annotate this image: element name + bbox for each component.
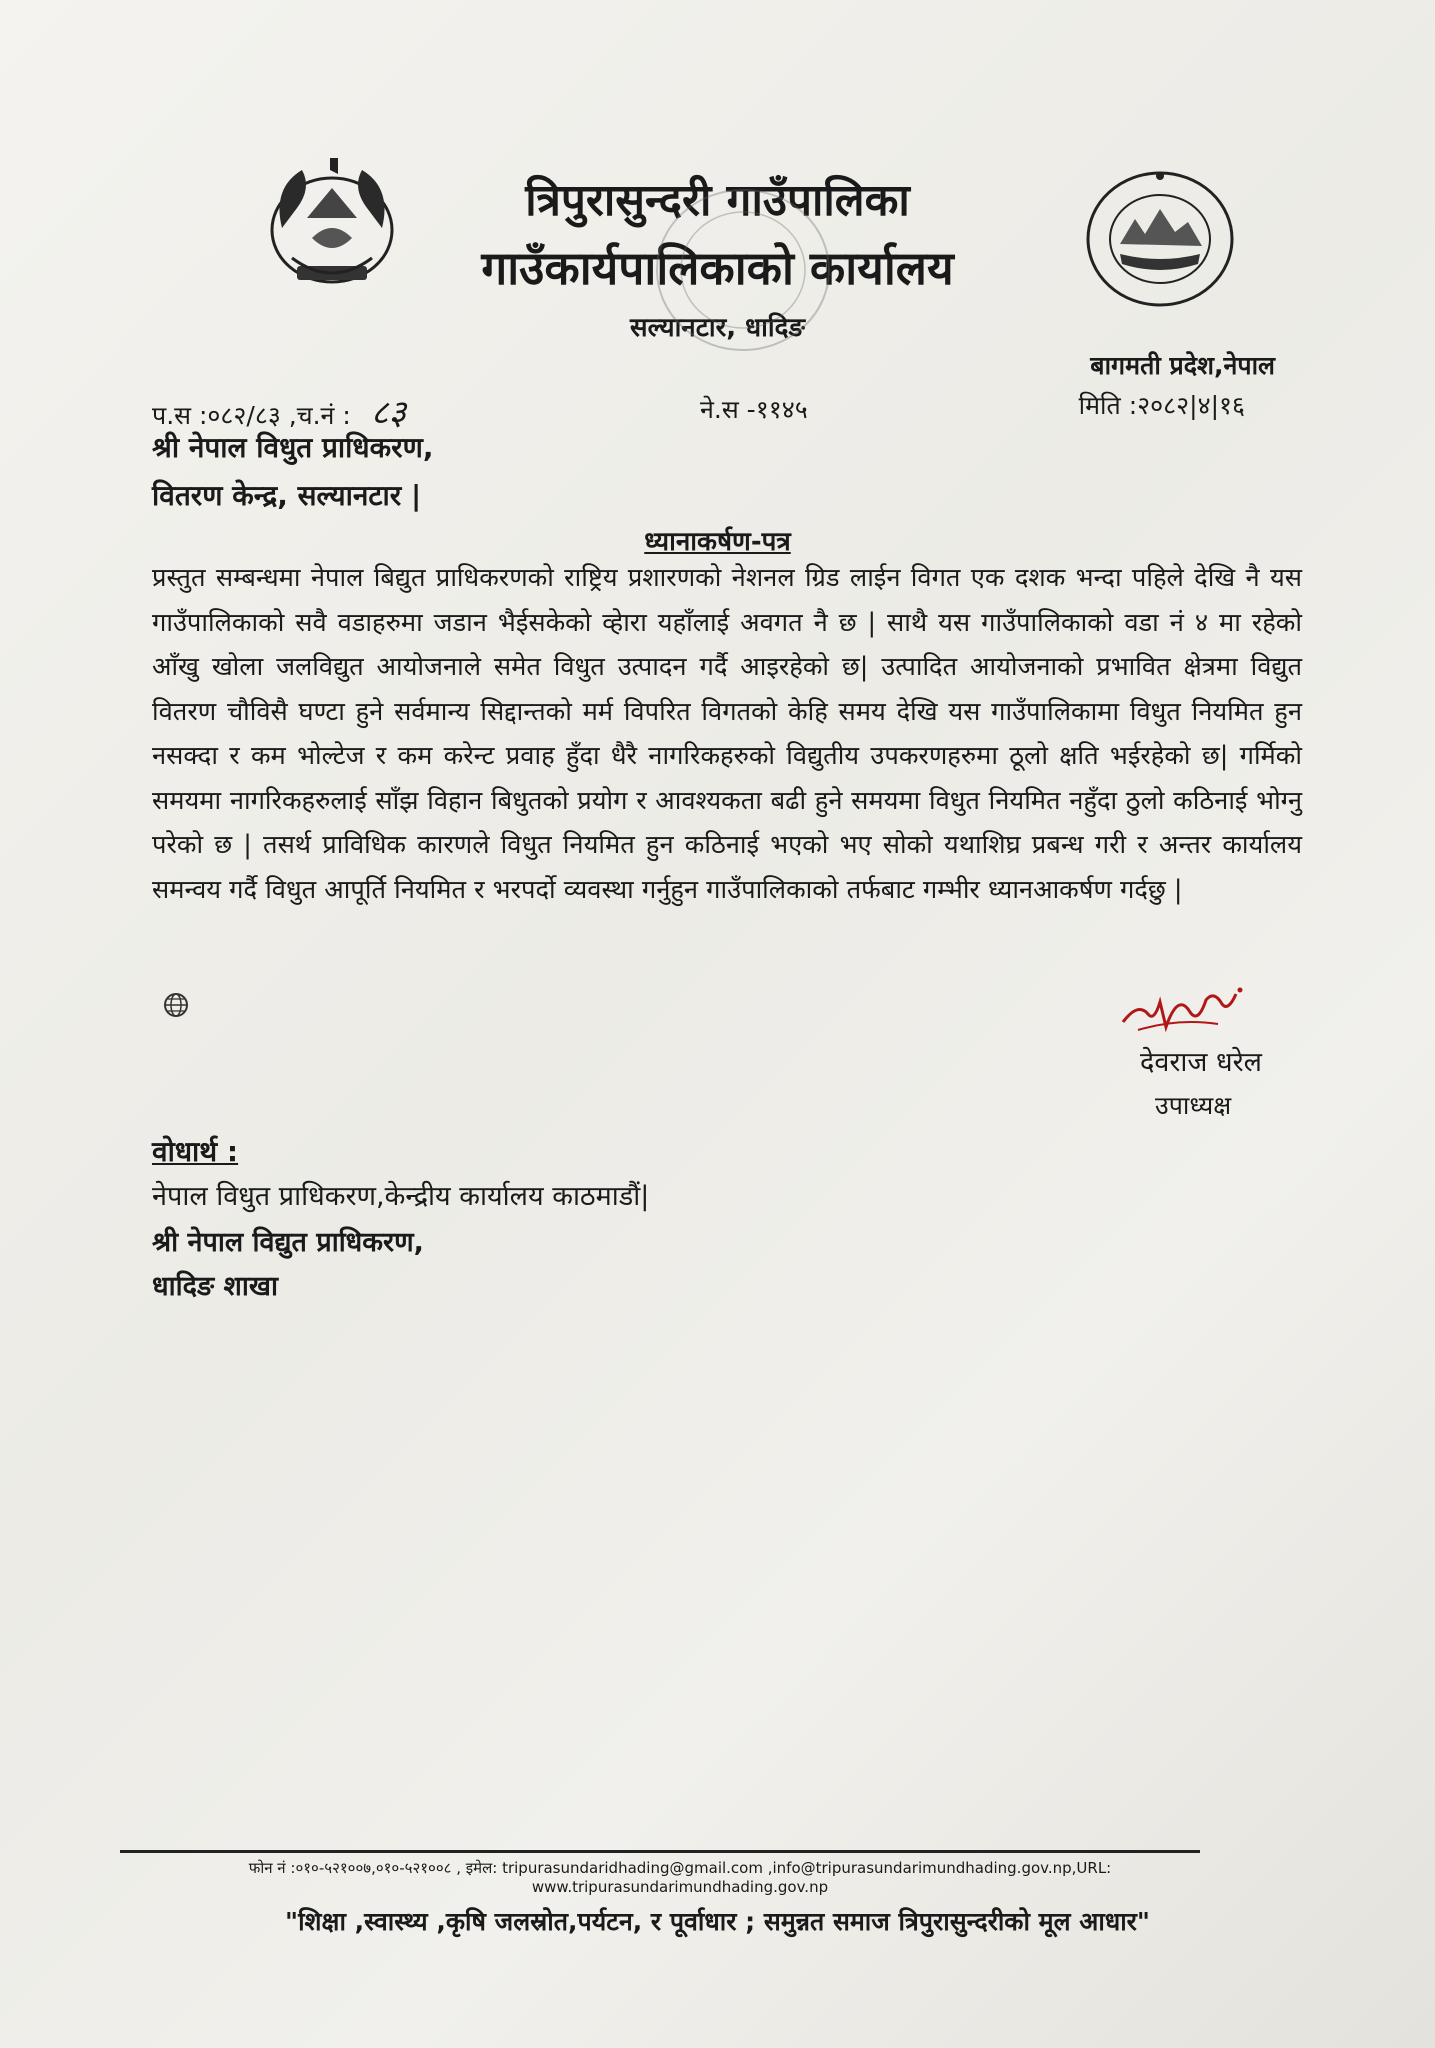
globe-icon bbox=[163, 992, 189, 1018]
footer-divider bbox=[120, 1850, 1200, 1853]
municipality-name: त्रिपुरासुन्दरी गाउँपालिका bbox=[525, 175, 910, 226]
cc-recipient-1: नेपाल विधुत प्राधिकरण,केन्द्रीय कार्यालय काठमाडौं| bbox=[152, 1181, 650, 1212]
addressee-line-1: श्री नेपाल विधुत प्राधिकरण, bbox=[152, 431, 434, 464]
signatory-title: उपाध्यक्ष bbox=[1155, 1091, 1232, 1120]
footer-contact-info: फोन नं :०१०-५२१००७,०१०-५२१००८ , इमेल: tripurasundaridhading@gmail.com ,info@tripurasundarimundhading.gov.np,URL: www.tripurasundarimundhading.gov.np bbox=[248, 1859, 1112, 1896]
letter-subject: ध्यानाकर्षण-पत्र bbox=[644, 527, 791, 557]
province-label: बागमती प्रदेश,नेपाल bbox=[1090, 351, 1275, 380]
reference-label: प.स :०८२/८३ ,च.नं : bbox=[152, 401, 351, 430]
signatory-name: देवराज धरेल bbox=[1140, 1047, 1262, 1078]
footer-slogan: "शिक्षा ,स्वास्थ्य ,कृषि जलस्रोत,पर्यटन, र पूर्वाधार ; समुन्नत समाज त्रिपुरासुन्दरीको मूल आधार" bbox=[285, 1907, 1150, 1936]
letter-date: मिति :२०८२|४|१६ bbox=[1078, 391, 1245, 420]
cc-recipient-2: श्री नेपाल विद्युत प्राधिकरण, bbox=[152, 1227, 424, 1258]
office-stamp-icon bbox=[648, 180, 838, 360]
cc-heading: वोधार्थ : bbox=[152, 1135, 239, 1168]
addressee-line-2: वितरण केन्द्र, सल्यानटार | bbox=[152, 479, 422, 512]
office-name: गाउँकार्यपालिकाको कार्यालय bbox=[481, 241, 954, 295]
office-location: सल्यानटार, धादिङ bbox=[630, 313, 805, 343]
handwritten-signature-icon bbox=[1118, 982, 1248, 1042]
handwritten-dispatch-number: ८३ bbox=[370, 393, 407, 433]
cc-recipient-2-branch: धादिङ शाखा bbox=[152, 1271, 278, 1302]
letter-body: प्रस्तुत सम्बन्धमा नेपाल बिद्युत प्राधिकरणको राष्ट्रिय प्रशारणको नेशनल ग्रिड लाईन विगत एक दशक भन्दा पहिले देखि नै यस गाउँपालिकाको सवै वडाहरुमा जडान भैईसकेको व्हेारा यहाँलाई अवगत नै छ | साथै यस गाउँपालिकाको वडा नं ४ मा रहेको आँखु खोला जलविद्युत आयोजनाले समेत विधुत उत्पादन गर्दै आइरहेको छ| उत्पादित आयोजनाको प्रभावित क्षेत्रमा विद्युत वितरण चौविसै घण्टा हुने सर्वमान्य सिद्दान्तको मर्म विपरित विगतको केहि समय देखि यस गाउँपालिकामा विधुत नियमित हुन नसक्दा र कम भोल्टेज र कम करेन्ट प्रवाह हुँदा धैरै नागरिकहरुको विद्युतीय उपकरणहरुमा ठूलो क्षति भईरहेको छ| गर्मिको समयमा नागरिकहरुलाई साँझ विहान बिधुतको प्रयोग र आवश्यकता बढी हुने समयमा विधुत नियमित नहुँदा ठुलो कठिनाई भोग्नु परेको छ | तसर्थ प्राविधिक कारणले विधुत नियमित हुन कठिनाई भएको भए सोको यथाशिघ्र प्रबन्ध गरी र अन्तर कार्यालय समन्वय गर्दै विधुत आपूर्ति नियमित र भरपर्दो व्यवस्था गर्नुहुन गाउँपालिकाको तर्फबाट गम्भीर ध्यानआकर्षण गर्दछु | bbox=[152, 563, 1302, 905]
nepal-sambat-year: ने.स -११४५ bbox=[700, 395, 808, 424]
